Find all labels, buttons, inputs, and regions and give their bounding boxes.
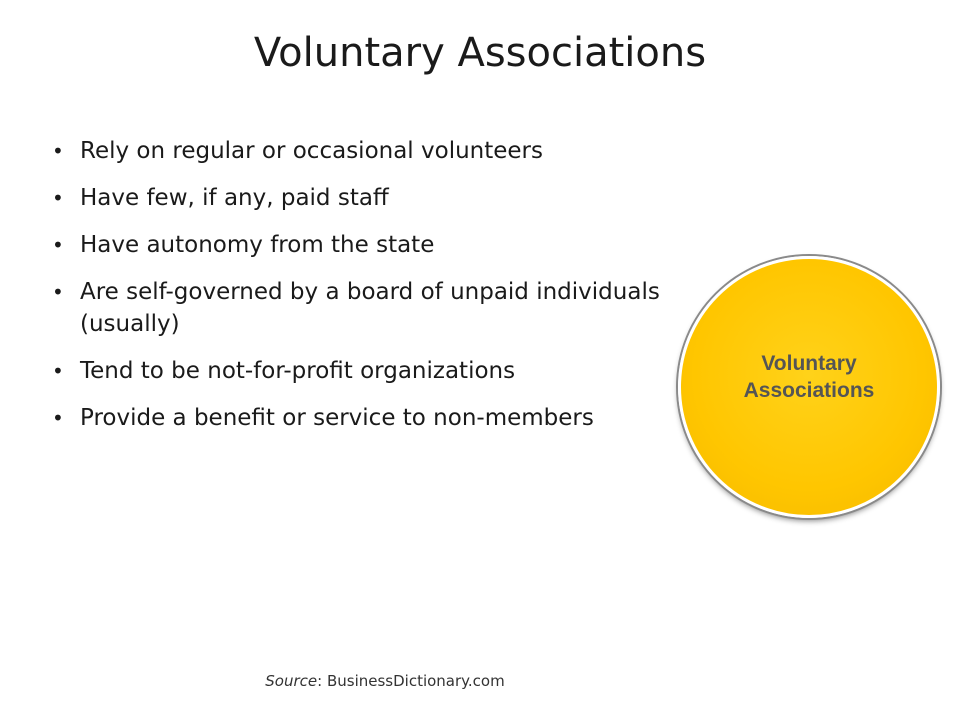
bullet-dot-icon: • <box>52 359 64 383</box>
bullet-dot-icon: • <box>52 280 64 304</box>
circle-label: Voluntary Associations <box>743 352 875 402</box>
bullet-text: Rely on regular or occasional volunteers <box>80 138 543 164</box>
circle-shape <box>678 256 940 518</box>
source-label: Source <box>265 672 318 690</box>
bullet-text: Provide a benefit or service to non-members <box>80 405 594 431</box>
bullet-text: Tend to be not-for-profit organizations <box>80 358 516 384</box>
source-text: : BusinessDictionary.com <box>317 672 505 690</box>
bullet-item <box>48 229 748 261</box>
bullet-item <box>48 276 748 340</box>
bullet-item <box>48 182 748 214</box>
bullet-dot-icon: • <box>52 186 64 210</box>
slide-title: Voluntary Associations <box>253 30 707 76</box>
bullet-item <box>48 135 748 167</box>
bullet-text: Are self-governed by a board of unpaid individuals (usually) <box>80 279 660 337</box>
bullet-text: Have few, if any, paid staff <box>80 185 389 211</box>
bullet-item <box>48 402 748 434</box>
bullet-dot-icon: • <box>52 233 64 257</box>
source-citation <box>0 672 770 690</box>
bullet-dot-icon: • <box>52 406 64 430</box>
bullet-dot-icon: • <box>52 139 64 163</box>
bullet-text: Have autonomy from the state <box>80 232 435 258</box>
bullet-item <box>48 355 748 387</box>
bullet-list <box>48 135 748 449</box>
voluntary-associations-circle <box>678 256 942 520</box>
